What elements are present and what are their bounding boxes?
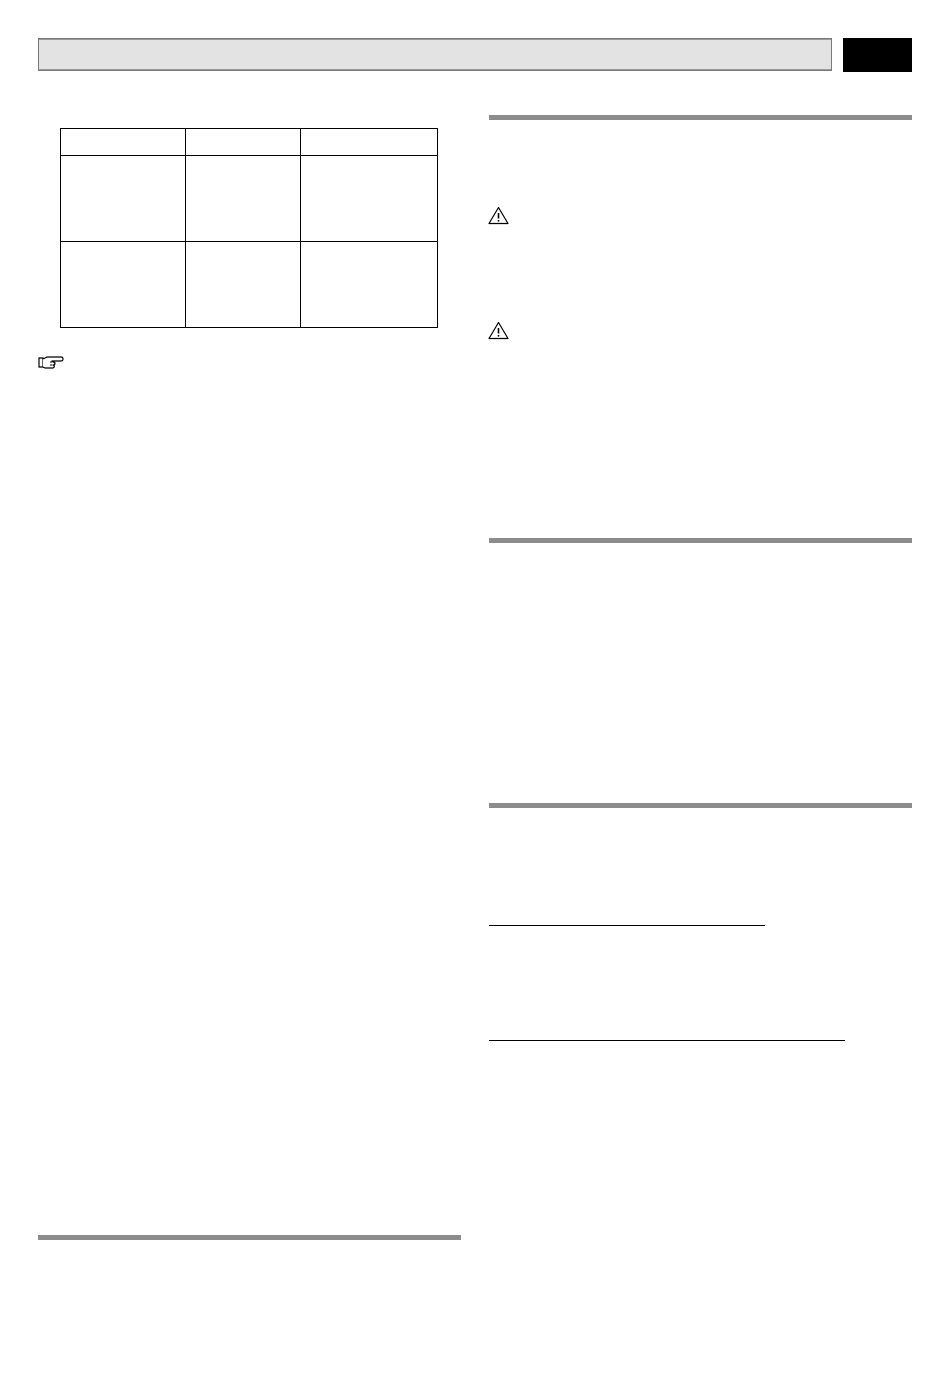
section-divider: [489, 803, 912, 808]
section-divider: [489, 538, 912, 543]
page-number-tab: [843, 38, 912, 72]
table-cell: [301, 242, 438, 328]
table-header-row: [61, 129, 438, 156]
table-header-cell: [301, 129, 438, 156]
table-cell: [61, 156, 186, 242]
table-header-cell: [61, 129, 186, 156]
table-cell: [301, 156, 438, 242]
table-cell: [61, 242, 186, 328]
warning-triangle-icon: [488, 206, 509, 225]
header-bar: [38, 38, 832, 71]
section-divider: [38, 1235, 461, 1240]
warning-triangle-icon: [488, 321, 509, 340]
specification-table: [60, 128, 438, 328]
table-cell: [186, 156, 301, 242]
subheading-underline: [489, 1040, 845, 1041]
table-row: [61, 242, 438, 328]
table-row: [61, 156, 438, 242]
pointing-hand-icon: [38, 352, 64, 370]
subheading-underline: [489, 925, 765, 926]
table-cell: [186, 242, 301, 328]
section-divider: [489, 115, 912, 120]
table-header-cell: [186, 129, 301, 156]
